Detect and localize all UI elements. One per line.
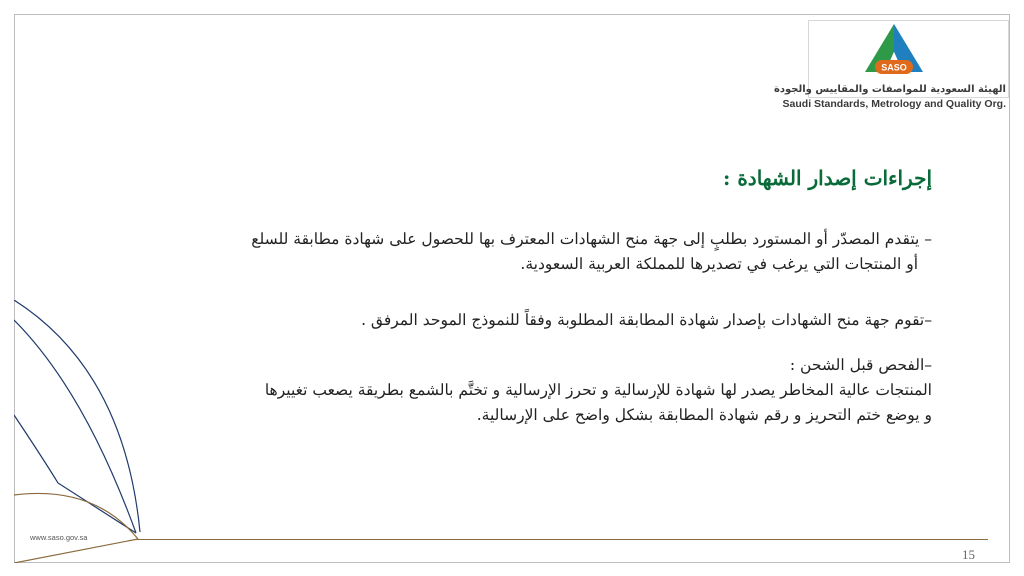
page-number: 15 — [962, 547, 975, 562]
decor-line-brown — [14, 539, 138, 563]
footer-divider — [136, 539, 988, 540]
step-inspection-line-1: المنتجات عالية المخاطر يصدر لها شهادة للإرسالية و تحرز الإرسالية و تختَّم بالشمع بطريقة يصعب تغييرها — [264, 381, 932, 399]
org-name-arabic: الهيئة السعودية للمواصفات والمقاييس والجودة — [773, 84, 1006, 95]
org-name-english: Saudi Standards, Metrology and Quality Org. — [782, 98, 1006, 110]
decorative-corner-curves — [14, 300, 144, 563]
decor-curve-inner — [14, 320, 136, 533]
page-title: إجراءات إصدار الشهادة : — [722, 166, 932, 190]
procedure-step-issuance: –تقوم جهة منح الشهادات بإصدار شهادة المطابقة المطلوبة وفقاً للنموذج الموحد المرفق . — [361, 311, 932, 329]
saso-logo — [857, 22, 931, 80]
step-inspection-line-2: و يوضع ختم التحريز و رقم شهادة المطابقة بشكل واضح على الإرسالية. — [476, 406, 932, 424]
website-url: www.saso.gov.sa — [30, 533, 88, 542]
step-application-line-1: – يتقدم المصدّر أو المستورد بطلبٍ إلى جهة منح الشهادات المعترف بها للحصول على شهادة مطابقة للسلع — [251, 230, 932, 248]
procedure-step-application — [180, 227, 932, 277]
step-inspection-heading: –الفحص قبل الشحن : — [789, 356, 932, 374]
step-application-line-2: أو المنتجات التي يرغب في تصديرها للمملكة العربية السعودية. — [520, 255, 918, 273]
decor-curve-outer — [14, 300, 140, 532]
logo-text: SASO — [881, 62, 907, 73]
procedure-step-inspection — [180, 353, 932, 428]
